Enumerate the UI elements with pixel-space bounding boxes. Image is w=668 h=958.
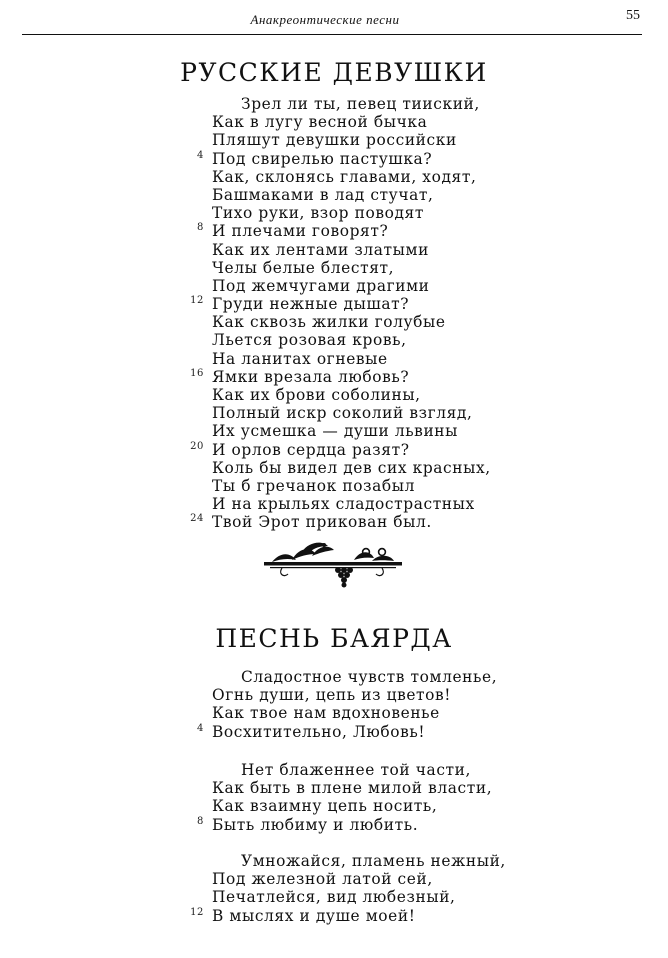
poem-line-text: Нет блаженнее той части, xyxy=(241,761,472,779)
poem-line-text: Ямки врезала любовь? xyxy=(212,367,410,386)
poem-line xyxy=(212,131,652,149)
poem-2-stanza-2 xyxy=(197,761,652,834)
line-number: 12 xyxy=(190,295,204,307)
poem-line-text: Как быть в плене милой власти, xyxy=(212,779,493,798)
header-rule xyxy=(22,34,642,35)
poem-line-text: Под железной латой сей, xyxy=(212,870,433,889)
poem-1-stanza-1 xyxy=(190,95,652,532)
poem-line-text: И на крыльях сладострастных xyxy=(212,495,475,514)
line-number: 12 xyxy=(190,906,204,918)
poem-line-text: Зрел ли ты, певец тииский, xyxy=(241,95,480,113)
poem-line-text: На ланитах огневые xyxy=(212,349,388,368)
poem-line xyxy=(212,477,652,495)
poem-2-stanza-1 xyxy=(197,668,652,741)
poem-line-text: Как их лентами златыми xyxy=(212,240,429,259)
poem-line-text: Челы белые блестят, xyxy=(212,258,395,277)
poem-line xyxy=(212,350,652,368)
poem-line xyxy=(212,888,652,906)
poem-line-text: И орлов сердца разят? xyxy=(212,440,410,459)
poem-line xyxy=(212,704,652,722)
poem-line xyxy=(212,386,652,404)
poem-line-text: Как, склонясь главами, ходят, xyxy=(212,167,477,186)
poem-line xyxy=(212,241,652,259)
grape-vine-ornament-icon xyxy=(262,540,404,590)
poem-line xyxy=(212,186,652,204)
poem-2-stanza-3 xyxy=(190,852,652,925)
line-number: 4 xyxy=(197,722,204,734)
poem-line-text: Как их брови соболины, xyxy=(212,386,421,404)
poem-line xyxy=(212,259,652,277)
poem-line xyxy=(190,513,652,532)
poem-line xyxy=(212,459,652,477)
poem-line xyxy=(212,761,652,779)
poem-line-text: Как взаимну цепь носить, xyxy=(212,797,438,816)
poem-line-text: Коль бы видел дев сих красных, xyxy=(212,458,491,477)
poem-line-text: В мыслях и душе моей! xyxy=(212,906,416,925)
poem-title-russkie-devushki: РУССКИЕ ДЕВУШКИ xyxy=(180,58,488,87)
poem-line xyxy=(212,668,652,686)
poem-line-text: Как в лугу весной бычка xyxy=(212,113,428,132)
poem-line-text: Твой Эрот прикован был. xyxy=(212,513,432,532)
poem-line xyxy=(197,722,652,741)
poem-line-text: Огнь души, цепь из цветов! xyxy=(212,686,452,705)
poem-line-text: Как сквозь жилки голубые xyxy=(212,313,446,332)
poem-line-text: Умножайся, пламень нежный, xyxy=(241,852,506,870)
poem-line-text: Быть любиму и любить. xyxy=(212,815,419,834)
line-number: 8 xyxy=(197,222,204,234)
poem-line-text: Их усмешка — души львины xyxy=(212,422,459,441)
poem-line xyxy=(212,797,652,815)
line-number: 16 xyxy=(190,367,204,379)
poem-line-text: Под жемчугами драгими xyxy=(212,276,430,295)
line-number: 20 xyxy=(190,440,204,452)
poem-line-text: Полный искр соколий взгляд, xyxy=(212,404,473,423)
poem-line xyxy=(212,686,652,704)
line-number: 4 xyxy=(197,149,204,161)
poem-line-text: Печатлейся, вид любезный, xyxy=(212,888,456,907)
poem-line-text: Сладостное чувств томленье, xyxy=(241,668,498,686)
poem-line-text: Груди нежные дышат? xyxy=(212,295,410,314)
poem-line xyxy=(212,495,652,513)
poem-line xyxy=(212,277,652,295)
poem-line xyxy=(212,331,652,349)
poem-line-text: Тихо руки, взор поводят xyxy=(212,204,424,223)
running-head: Анакреонтические песни xyxy=(250,12,400,27)
poem-line-text: Льется розовая кровь, xyxy=(212,331,407,350)
poem-line xyxy=(212,404,652,422)
poem-title-pesn-bayarda: ПЕСНЬ БАЯРДА xyxy=(215,624,453,653)
poem-line xyxy=(190,440,652,459)
poem-line xyxy=(197,815,652,834)
poem-line xyxy=(212,204,652,222)
poem-line-text: Как твое нам вдохновенье xyxy=(212,704,440,723)
poem-line-text: Башмаками в лад стучат, xyxy=(212,185,434,204)
poem-line xyxy=(212,313,652,331)
poem-line xyxy=(212,113,652,131)
poem-line xyxy=(197,149,652,168)
poem-line xyxy=(197,222,652,241)
page-number: 55 xyxy=(626,8,640,23)
poem-line-text: Ты б гречанок позабыл xyxy=(212,476,415,495)
line-number: 24 xyxy=(190,513,204,525)
poem-line-text: Пляшут девушки российски xyxy=(212,131,457,150)
poem-line xyxy=(212,779,652,797)
poem-line xyxy=(212,168,652,186)
poem-line xyxy=(190,367,652,386)
poem-line xyxy=(212,95,652,113)
poem-line xyxy=(212,852,652,870)
poem-line-text: Под свирелью пастушка? xyxy=(212,149,433,168)
poem-line xyxy=(190,295,652,314)
poem-line xyxy=(190,906,652,925)
line-number: 8 xyxy=(197,815,204,827)
poem-line xyxy=(212,422,652,440)
poem-line-text: И плечами говорят? xyxy=(212,222,389,241)
poem-line-text: Восхитительно, Любовь! xyxy=(212,722,426,741)
poem-line xyxy=(212,870,652,888)
